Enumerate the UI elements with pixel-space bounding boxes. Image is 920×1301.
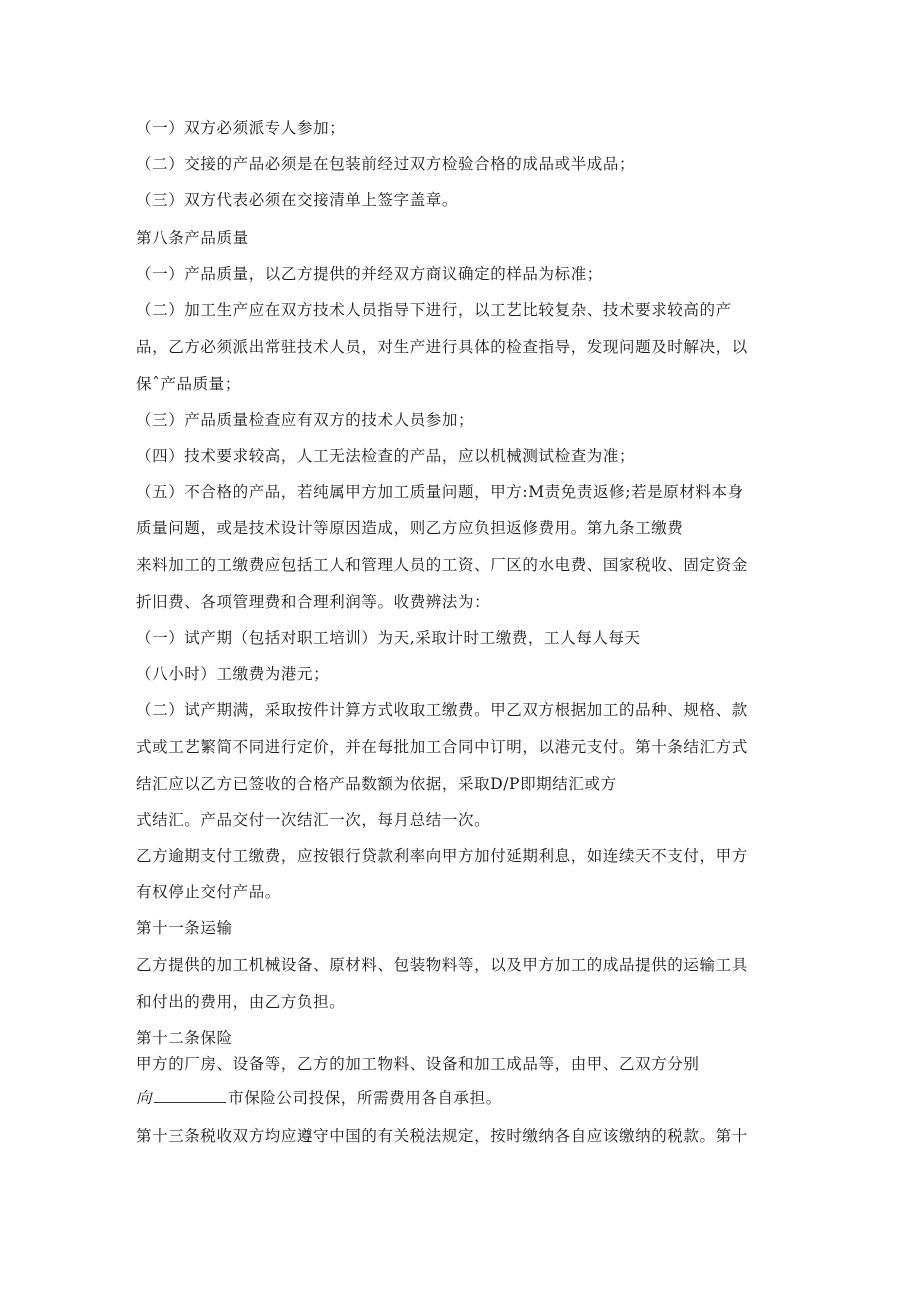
text-line: 乙方逾期支付工缴费，应按银行贷款利率向甲方加付延期利息，如连续天不支付，甲方: [136, 847, 748, 865]
section-heading: 第十一条运输: [136, 919, 233, 937]
text-line: （二）交接的产品必须是在包装前经过双方检验合格的成品或半成品；: [136, 155, 636, 173]
text-line: 式或工艺繁简不同进行定价，并在每批加工合同中订明，以港元支付。第十条结汇方式: [136, 738, 748, 756]
text-line: 乙方提供的加工机械设备、原材料、包装物料等，以及甲方加工的成品提供的运输工具: [136, 956, 748, 974]
section-heading: 第十二条保险: [136, 1029, 233, 1047]
text-line: （二）试产期满，采取按件计算方式收取工缴费。甲乙双方根据加工的品种、规格、款: [136, 701, 748, 719]
insurance-suffix: 市保险公司投保，所需费用各自承担。: [228, 1089, 502, 1107]
text-line: （一）双方必须派专人参加；: [136, 119, 346, 137]
insurance-line: [136, 1088, 502, 1108]
text-line: 来料加工的工缴费应包括工人和管理人员的工资、厂区的水电费、国家税收、固定资金: [136, 556, 748, 574]
text-line: （八小时）工缴费为港元；: [136, 665, 330, 683]
text-line: （一）试产期（包括对职工培训）为天,采取计时工缴费，工人每人每天: [136, 629, 641, 647]
text-line: （三）产品质量检查应有双方的技术人员参加；: [136, 411, 475, 429]
text-line: 第十三条税收双方均应遵守中国的有关税法规定，按时缴纳各自应该缴纳的税款。第十: [136, 1127, 748, 1145]
text-line: （三）双方代表必须在交接清单上签字盖章。: [136, 191, 459, 209]
text-line: 品，乙方必须派出常驻技术人员，对生产进行具体的检查指导，发现问题及时解决，以: [136, 338, 748, 356]
text-line: （一）产品质量，以乙方提供的并经双方商议确定的样品为标准；: [136, 265, 603, 283]
blank-field: [154, 1102, 226, 1103]
text-line: 质量问题，或是技术设计等原因造成，则乙方应负担返修费用。第九条工缴费: [136, 519, 684, 537]
text-line: 折旧费、各项管理费和合理利润等。收费辨法为：: [136, 593, 491, 611]
section-heading: 第八条产品质量: [136, 229, 249, 247]
text-line: （四）技术要求较高，人工无法检查的产品，应以机械测试检查为准；: [136, 447, 636, 465]
text-line: 结汇应以乙方已签收的合格产品数额为依据，采取D/P即期结汇或方: [136, 775, 617, 793]
insurance-prefix: 向: [136, 1089, 153, 1107]
text-line: （二）加工生产应在双方技术人员指导下进行，以工艺比较复杂、技术要求较高的产: [136, 301, 732, 319]
text-line: 甲方的厂房、设备等，乙方的加工物料、设备和加工成品等，由甲、乙双方分别: [136, 1055, 700, 1073]
text-line: 有权停止交付产品。: [136, 883, 281, 901]
text-line: 式结汇。产品交付一次结汇一次，每月总结一次。: [136, 811, 491, 829]
text-line: （五）不合格的产品，若纯属甲方加工质量问题，甲方:M责免责返修;若是原材料本身: [136, 483, 744, 501]
text-line: 和付出的费用，由乙方负担。: [136, 993, 346, 1011]
text-line: 保ˆ产品质量；: [136, 375, 241, 393]
